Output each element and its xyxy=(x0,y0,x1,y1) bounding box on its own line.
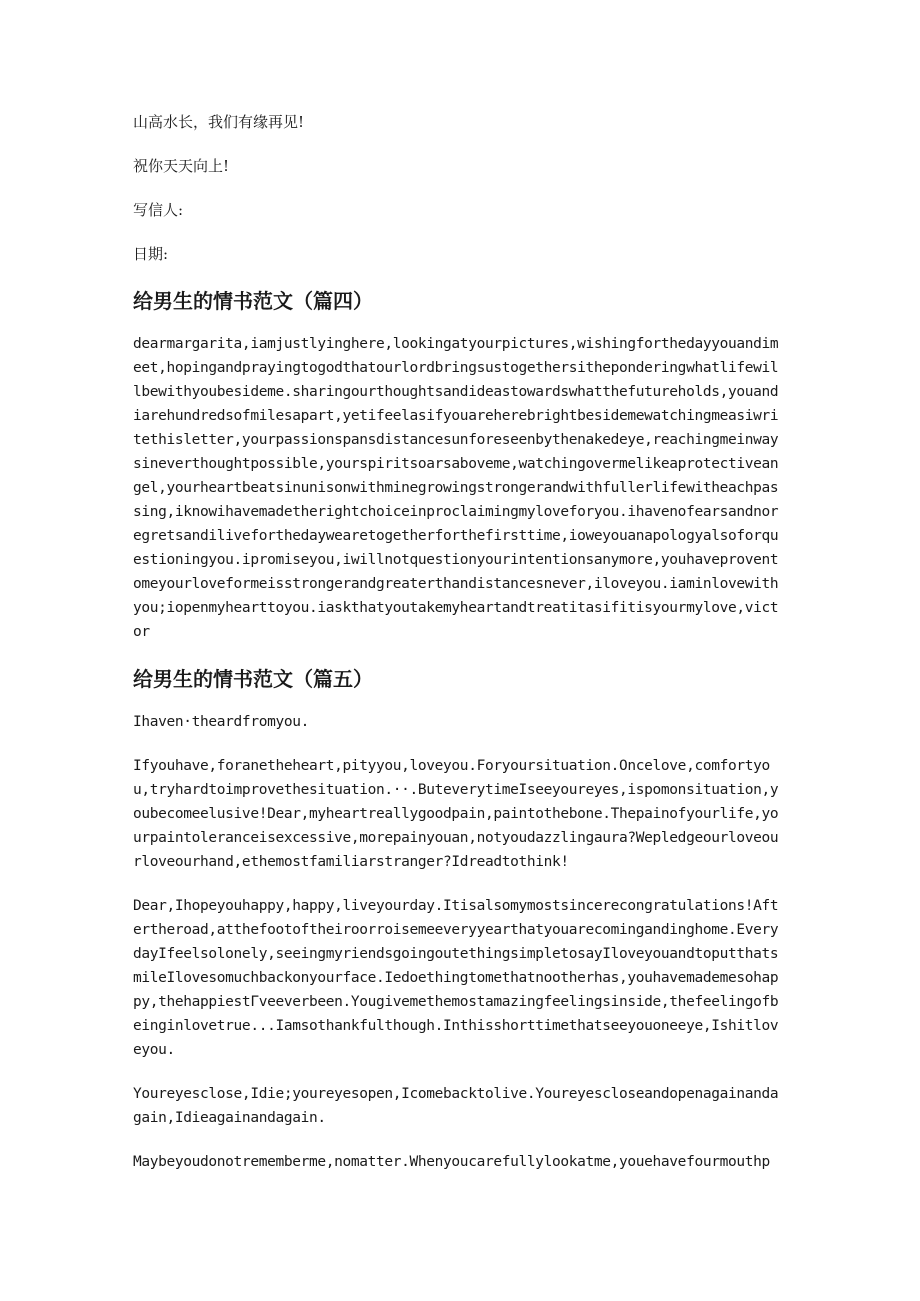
section-5-paragraph: Maybeyoudonotrememberme,nomatter.Whenyoucarefullylookatme,youehavefourmouthp xyxy=(133,1154,770,1170)
document-page xyxy=(133,110,783,1174)
section-5-paragraph: Youreyesclose,Idie;youreyesopen,Icomebacktolive.Youreyescloseandopenagainandagain,Idieagainandagain. xyxy=(133,1086,779,1126)
section-4-body: dearmargarita,iamjustlyinghere,lookingatyourpictures,wishingforthedayyouandimeet,hopingandprayingtogodthatourlordbringsustogethersitheponderingwhatlifewillbewithyoubesideme.sharingourthoughtsandideastowardswhatthefutureholds,youandiarehundredsofmilesapart,yetifeelasifyouareherebrightbesidemewatchingmeasiwritethisletter,yourpassionspansdistancesunforeseenbythenakedeye,reachingmeinwaysineverthoughtpossible,yourspiritsoarsaboveme,watchingovermelikeaprotectiveangel,yourheartbeatsinunisonwithminegrowingstrongerandwithfullerlifewitheachpassing,iknowihavemadetherightchoiceinproclaimingmyloveforyou.ihavenofearsandnoregretsandiliveforthedaywearetogetherforthefirsttime,ioweyouanapologyalsoforquestioningyou.ipromiseyou,iwillnotquestionyourintentionsanymore,youhaveproventomeyourloveformeisstrongerandgreaterthandistancesnever,iloveyou.iaminlovewithyou;iopenmyhearttoyou.iaskthatyoutakemyheartandtreatitasifitisyourmylove,victor xyxy=(133,336,779,640)
farewell-line: 山高水长，我们有缘再见! xyxy=(133,113,305,131)
section-5-paragraph: Ihaven·theardfromyou. xyxy=(133,714,309,730)
section-4-heading: 给男生的情书范文（篇四） xyxy=(133,289,373,313)
section-5-paragraph: Ifyouhave,foranetheheart,pityyou,loveyou.Foryoursituation.Oncelove,comfortyou,tryhardtoimprovethesituation.··.ButeverytimeIseeyoureyes,ispomonsituation,youbecomeelusive!Dear,myheartreallygoodpain,paintothebone.Thepainofyourlife,yourpaintoleranceisexcessive,morepainyouan,notyoudazzlingaura?Wepledgeourloveourloveourhand,ethemostfamiliarstranger?Idreadtothink! xyxy=(133,758,779,870)
section-5-heading: 给男生的情书范文（篇五） xyxy=(133,667,373,691)
wish-line: 祝你天天向上! xyxy=(133,157,230,175)
writer-label: 写信人: xyxy=(133,201,184,219)
section-5-paragraph: Dear,Ihopeyouhappy,happy,liveyourday.Itisalsomymostsincerecongratulations!Aftertheroad,atthefootoftheiroorroisemeeveryyearthatyouarecomingandinghome.EverydayIfeelsolonely,seeingmyriendsgoingoutethingsimpletosayIloveyouandtoputthatsmileIlovesomuchbackonyourface.Iedoethingtomethatnootherhas,youhavemademesohappy,thehappiestΓveeverbeen.Yougivemethemostamazingfeelingsinside,thefeelingofbeinginlovetrue...Iamsothankfulthough.Inthisshorttimethatseeyouoneeye,Ishitloveyou. xyxy=(133,898,779,1058)
date-label: 日期: xyxy=(133,245,169,263)
